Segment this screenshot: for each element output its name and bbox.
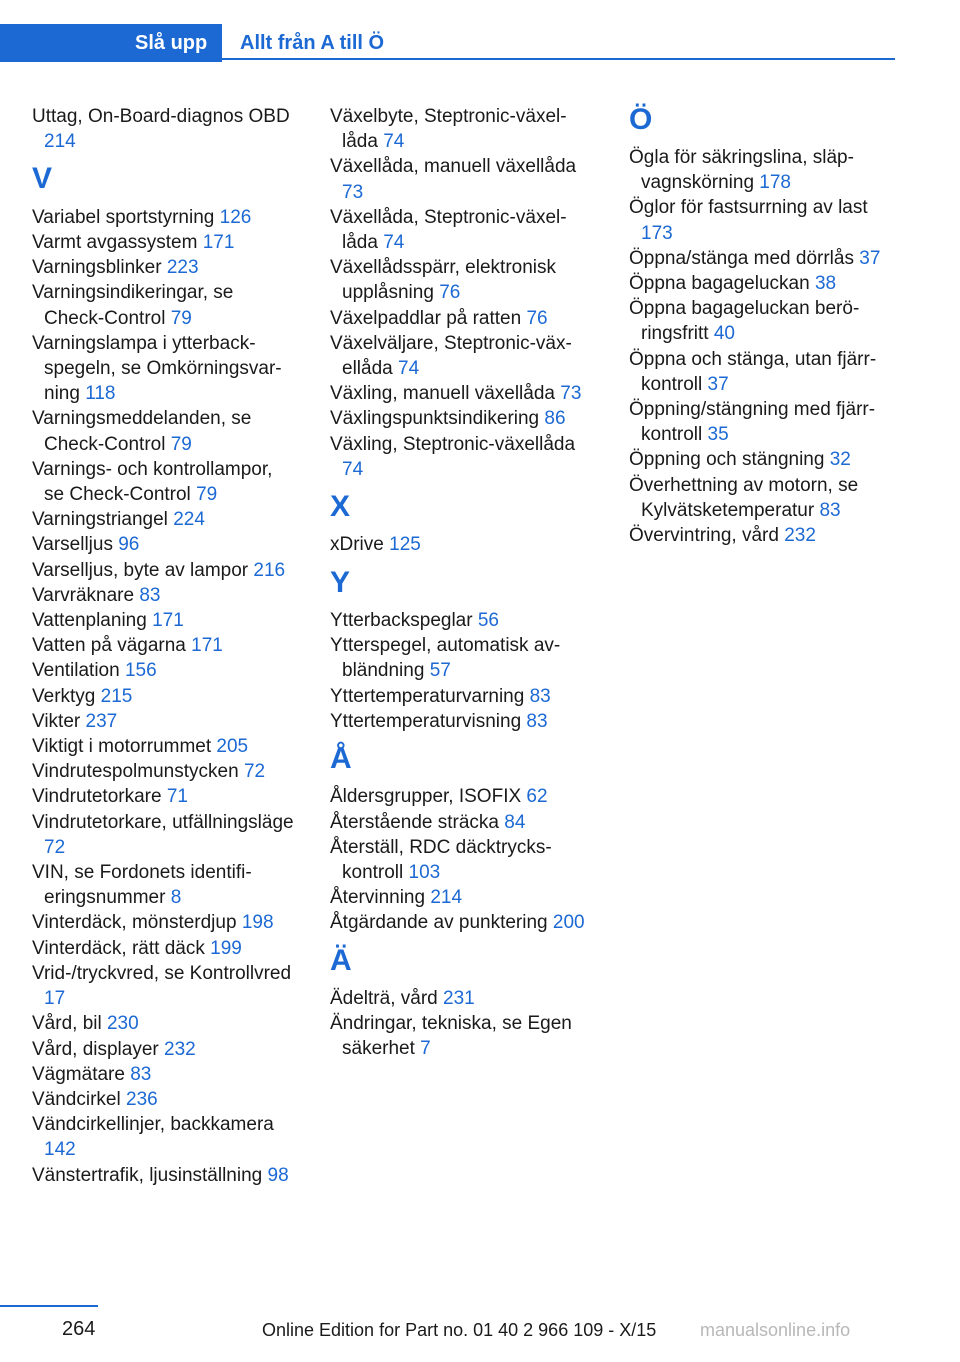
page-link[interactable]: 214 (430, 887, 463, 909)
page-link[interactable]: 72 (44, 836, 66, 858)
index-entry (32, 1011, 297, 1036)
entry-term: Vägmätare (32, 1063, 131, 1085)
page-link[interactable]: 125 (389, 534, 421, 556)
page-link[interactable]: 171 (202, 232, 235, 253)
tab-lookup[interactable]: Slå upp (0, 24, 222, 62)
page-link[interactable]: 57 (429, 660, 451, 682)
index-entry (330, 1011, 595, 1061)
entry-term: xDrive (330, 534, 390, 556)
page-link[interactable]: 103 (408, 862, 441, 884)
index-entry (32, 280, 297, 330)
index-entry (32, 1037, 297, 1062)
page-link[interactable]: 214 (44, 131, 76, 153)
entry-term: Ventilation (32, 660, 125, 682)
page-link[interactable]: 17 (44, 988, 66, 1010)
edition-info: Online Edition for Part no. 01 40 2 966 109 - X/15 (262, 1320, 657, 1340)
page-link[interactable]: 232 (164, 1038, 196, 1060)
footer-rule (0, 1305, 98, 1307)
watermark: manualsonline.info (700, 1320, 851, 1340)
index-entry (32, 910, 297, 935)
entry-term: VIN, se Fordonets identifieringsnummer (32, 862, 252, 909)
entry-term: Överhettning av motorn, se Kylvätsketemperatur (629, 474, 859, 521)
page-link[interactable]: 7 (420, 1038, 431, 1060)
entry-term: Växling, manuell växellåda (330, 383, 561, 405)
page-link[interactable]: 71 (166, 786, 188, 808)
entry-term: Viktigt i motorrummet (32, 736, 217, 758)
page-link[interactable]: 37 (707, 373, 729, 395)
page-link[interactable]: 76 (439, 282, 461, 304)
index-entry (32, 583, 297, 608)
entry-term: Öppning och stängning (629, 449, 830, 471)
entry-term: Ädelträ, vård (330, 988, 443, 1010)
entry-term: Växelpaddlar på ratten (330, 307, 527, 329)
page-link[interactable]: 83 (529, 685, 551, 707)
page-link[interactable]: 56 (477, 610, 499, 632)
index-column-1 (32, 104, 297, 1188)
section-letter: Y (330, 565, 351, 599)
index-entry (629, 195, 894, 245)
entry-term: Vändcirkellinjer, backkamera (32, 1114, 274, 1136)
page-link[interactable]: 156 (124, 660, 157, 682)
index-entry (629, 447, 894, 472)
entry-term: Övervintring, vård (629, 525, 785, 547)
index-entry (330, 331, 595, 381)
page-link[interactable]: 83 (139, 584, 161, 606)
index-entry (330, 784, 595, 809)
index-entry (32, 255, 297, 280)
index-entry (32, 936, 297, 961)
entry-term: Vindrutetorkare, utfällningsläge (32, 811, 294, 833)
index-entry (330, 608, 595, 633)
page-link[interactable]: 173 (641, 222, 673, 244)
page-link[interactable]: 79 (196, 484, 218, 506)
index-entry (32, 507, 297, 532)
entry-term: Ytterbackspeglar (330, 610, 478, 632)
entry-term: Öppning/stängning med fjärrkontroll (629, 399, 876, 446)
entry-term: Växellåda, Steptronic-växellåda (330, 206, 567, 254)
page-link[interactable]: 8 (170, 887, 182, 909)
page-link[interactable]: 232 (784, 525, 816, 547)
entry-term: Växlingspunktsindikering (330, 408, 545, 430)
entry-term: Återställ, RDC däcktryckskontroll (330, 836, 552, 884)
page-link[interactable]: 32 (829, 449, 851, 471)
tab-a-to-o[interactable]: Allt från A till Ö (222, 24, 895, 60)
index-entry (629, 246, 894, 271)
entry-term: Växelväljare, Steptronic-växellåda (330, 332, 572, 380)
page-link[interactable]: 200 (552, 912, 585, 934)
index-entry (330, 306, 595, 331)
index-entry (32, 205, 297, 230)
entry-term: Verktyg (32, 685, 101, 707)
entry-term: Varselljus, byte av lampor (32, 559, 254, 581)
entry-term: Öppna bagageluckan (629, 273, 815, 295)
index-entry (330, 406, 595, 431)
index-entry (32, 961, 297, 1011)
index-entry (330, 381, 595, 406)
entry-term: Vikter (32, 710, 86, 732)
page-link[interactable]: 35 (707, 424, 729, 446)
page-link[interactable]: 74 (342, 458, 364, 480)
page-link[interactable]: 96 (118, 534, 140, 556)
page-link[interactable]: 37 (859, 247, 881, 269)
page-link[interactable]: 199 (210, 937, 242, 959)
entry-term: Vinterdäck, mönsterdjup (32, 912, 242, 934)
index-entry (32, 633, 297, 658)
page-link[interactable]: 224 (173, 509, 205, 531)
section-letter: V (32, 162, 53, 196)
entry-term: Växellådsspärr, elektronisk upplåsning (330, 257, 556, 304)
entry-term: Åldersgrupper, ISOFIX (330, 786, 527, 808)
entry-term: Yttertemperaturvarning (330, 685, 530, 707)
index-entry (32, 1112, 297, 1162)
entry-term: Växellåda, manuell växellåda (330, 156, 577, 178)
entry-term: Växelbyte, Steptronic-växellåda (330, 106, 567, 153)
entry-term: Vindrutetorkare (32, 786, 167, 808)
page-link[interactable]: 216 (253, 559, 286, 581)
index-entry (330, 154, 595, 204)
entry-term: Vård, bil (32, 1013, 107, 1035)
index-entry (330, 432, 595, 482)
entry-term: Åtgärdande av punktering (330, 912, 553, 934)
index-entry (330, 532, 595, 557)
page-link[interactable]: 86 (544, 408, 566, 430)
section-letter: Ä (330, 943, 352, 977)
index-entry (330, 255, 595, 305)
entry-term: Återvinning (330, 887, 431, 909)
page-link[interactable]: 40 (713, 323, 735, 345)
index-entry (32, 860, 297, 910)
page-link[interactable]: 215 (100, 685, 133, 707)
page-number: 264 (62, 1318, 96, 1340)
page-link[interactable]: 74 (383, 131, 405, 153)
entry-term: Öppna och stänga, utan fjärrkontroll (629, 348, 877, 395)
index-entry (32, 558, 297, 583)
entry-term: Öglor för fastsurrning av last (629, 197, 868, 219)
section-letter: Ö (629, 103, 653, 136)
index-entry (330, 709, 595, 734)
index-entry (629, 347, 894, 397)
index-entry (629, 397, 894, 447)
page-link[interactable]: 178 (759, 172, 791, 194)
index-entry (32, 1062, 297, 1087)
index-entry (330, 810, 595, 835)
page-link[interactable]: 84 (504, 811, 526, 833)
entry-term: Varningslampa i ytterbackspegeln, se Omkörningsvarning (32, 332, 282, 405)
entry-term: Varvräknare (32, 584, 140, 606)
entry-term: Varningsblinker (32, 257, 167, 279)
section-letter: Å (330, 742, 352, 776)
entry-term: Varningsindikeringar, se Check-Control (32, 282, 234, 329)
entry-term: Vattenplaning (32, 610, 153, 632)
index-entry (32, 1163, 297, 1188)
page-link[interactable]: 198 (241, 912, 274, 934)
entry-term: Variabel sportstyrning (32, 206, 220, 228)
page-link[interactable]: 171 (191, 635, 223, 657)
page-link[interactable]: 231 (443, 988, 475, 1010)
index-entry (32, 658, 297, 683)
page-link[interactable]: 223 (166, 257, 199, 279)
index-entry (32, 230, 297, 255)
entry-term: Varningsmeddelanden, se Check-Control (32, 408, 252, 455)
entry-term: Vatten på vägarna (32, 635, 192, 657)
entry-term: Ögla för säkringslina, släpvagnskörning (629, 147, 854, 194)
page-link[interactable]: 118 (85, 383, 116, 405)
index-entry (32, 104, 297, 154)
entry-term: Vändcirkel (32, 1088, 126, 1110)
index-entry (330, 104, 595, 154)
index-entry (32, 331, 297, 407)
page-link[interactable]: 205 (216, 736, 249, 758)
index-entry (330, 835, 595, 885)
index-entry (32, 734, 297, 759)
page-link[interactable]: 83 (130, 1063, 152, 1085)
entry-term: Vrid-/tryckvred, se Kontrollvred (32, 962, 292, 984)
page-link[interactable]: 98 (267, 1164, 289, 1186)
index-entry (629, 523, 894, 548)
index-entry (32, 1087, 297, 1112)
entry-term: Öppna bagageluckan beröringsfritt (629, 298, 860, 345)
section-letter: X (330, 490, 351, 524)
index-column-2 (330, 104, 595, 1062)
page-link[interactable]: 236 (126, 1088, 158, 1110)
index-entry (330, 986, 595, 1011)
index-entry (32, 684, 297, 709)
index-entry (629, 296, 894, 346)
entry-term: Vård, displayer (32, 1038, 165, 1060)
page-link[interactable]: 237 (85, 710, 118, 732)
index-entry (32, 457, 297, 507)
page-link[interactable]: 83 (819, 499, 841, 521)
page-link[interactable]: 142 (44, 1139, 76, 1161)
entry-term: Varselljus (32, 534, 119, 556)
index-entry (629, 473, 894, 523)
index-entry (32, 608, 297, 633)
page-link[interactable]: 76 (526, 307, 548, 329)
page-link[interactable]: 73 (342, 181, 364, 203)
index-entry (32, 784, 297, 809)
index-entry (330, 633, 595, 683)
index-entry (330, 885, 595, 910)
page-link[interactable]: 230 (106, 1013, 139, 1035)
header-tabs (0, 24, 895, 62)
entry-term: Vänstertrafik, ljusinställning (32, 1164, 268, 1186)
index-entry (629, 271, 894, 296)
entry-term: Yttertemperaturvisning (330, 710, 527, 732)
index-entry (32, 406, 297, 456)
page-link[interactable]: 62 (526, 786, 548, 808)
page-link[interactable]: 171 (152, 610, 184, 632)
index-entry (330, 205, 595, 255)
entry-term: Återstående sträcka (330, 811, 505, 833)
index-entry (32, 532, 297, 557)
index-column-3 (629, 104, 894, 548)
index-entry (32, 759, 297, 784)
entry-term: Uttag, On-Board-diagnos OBD (32, 106, 290, 127)
page-link[interactable]: 83 (526, 710, 548, 732)
page-link[interactable]: 79 (170, 307, 192, 329)
entry-term: Varnings- och kontrollampor, se Check-Control (32, 458, 273, 506)
page-link[interactable]: 72 (243, 761, 266, 783)
index-entry (629, 145, 894, 195)
entry-term: Vindrutespolmunstycken (32, 761, 244, 783)
index-entry (32, 810, 297, 860)
entry-term: Öppna/stänga med dörrlås (629, 247, 860, 269)
page-link[interactable]: 74 (383, 232, 405, 254)
page-link[interactable]: 38 (814, 273, 837, 295)
entry-term: Varmt avgassystem (32, 232, 203, 253)
entry-term: Växling, Steptronic-växellåda (330, 433, 576, 455)
entry-term: Vinterdäck, rätt däck (32, 937, 211, 959)
page-link[interactable]: 73 (560, 383, 582, 405)
page-link[interactable]: 126 (219, 206, 252, 228)
index-entry (330, 684, 595, 709)
entry-term: Ändringar, tekniska, se Egen säkerhet (330, 1013, 572, 1060)
page-link[interactable]: 74 (398, 358, 420, 380)
index-entry (32, 709, 297, 734)
index-entry (330, 910, 595, 935)
entry-term: Varningstriangel (32, 509, 174, 531)
page-link[interactable]: 79 (170, 433, 192, 455)
entry-term: Ytterspegel, automatisk avbländning (330, 635, 561, 682)
